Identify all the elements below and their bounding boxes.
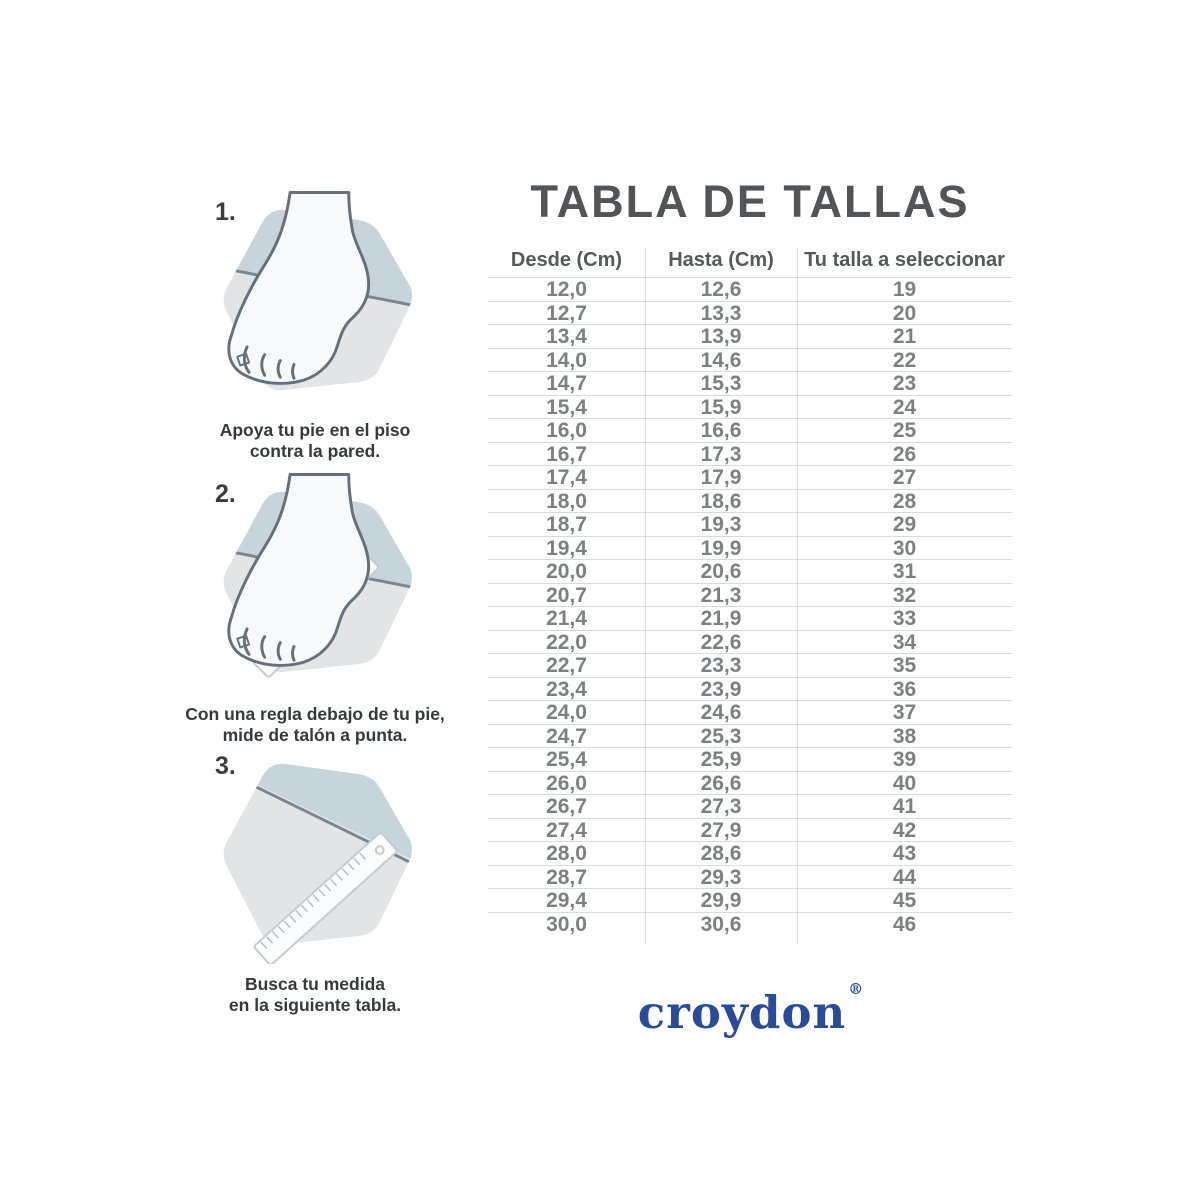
cell-desde: 14,7 [546,372,587,395]
cell-desde: 20,0 [546,560,587,583]
table-row [488,700,1012,724]
table-row [488,442,1012,466]
step3-illustration [208,744,423,964]
table-row [488,277,1012,301]
cell-talla: 46 [892,912,917,936]
cell-desde: 27,4 [546,818,587,842]
cell-talla: 28 [892,489,917,513]
step-3-caption [165,974,465,1015]
cell-hasta: 29,9 [700,889,742,912]
cell-hasta: 13,9 [700,325,742,348]
cell-talla: 32 [892,583,917,607]
table-row [488,418,1012,442]
header-hasta-cm: Hasta (Cm) [668,248,774,271]
step-2-caption [165,704,465,745]
step-3-caption-line2: en la siguiente tabla. [228,994,402,1015]
cell-hasta: 25,9 [700,748,742,771]
cell-desde: 22,7 [546,654,587,677]
size-table-body [488,277,1012,935]
cell-desde: 17,4 [546,466,587,489]
cell-hasta: 24,6 [700,701,742,724]
step-1-caption-line2: contra la pared. [249,440,381,461]
step-3-number: 3. [215,752,236,780]
table-row [488,677,1012,701]
cell-desde: 29,4 [546,889,587,912]
table-row [488,630,1012,654]
table-row [488,606,1012,630]
step-2 [165,472,465,745]
cell-talla: 34 [892,630,917,654]
step-1 [165,190,465,461]
cell-talla: 37 [892,701,917,724]
cell-desde: 14,0 [546,348,587,372]
cell-desde: 13,4 [546,325,587,348]
table-row [488,818,1012,842]
cell-talla: 41 [892,795,917,818]
table-row [488,888,1012,912]
cell-hasta: 27,3 [700,795,742,818]
cell-talla: 20 [892,301,917,325]
cell-desde: 18,0 [546,489,587,513]
cell-desde: 18,7 [546,513,587,536]
registered-trademark-icon: ® [848,980,865,998]
cell-desde: 12,7 [546,301,587,325]
table-row [488,865,1012,889]
cell-talla: 24 [892,395,917,419]
table-row [488,465,1012,489]
cell-desde: 30,0 [546,912,587,936]
cell-talla: 22 [892,348,917,372]
cell-desde: 16,7 [546,442,587,466]
cell-desde: 19,4 [546,536,587,560]
cell-talla: 33 [892,607,917,630]
table-row [488,583,1012,607]
cell-hasta: 15,3 [700,372,742,395]
cell-hasta: 13,3 [700,301,742,325]
croydon-logo-text: croydon [637,986,847,1039]
cell-hasta: 17,9 [700,466,742,489]
cell-desde: 23,4 [546,677,587,701]
table-row [488,841,1012,865]
step-2-caption-line2: mide de talón a punta. [222,724,408,745]
cell-hasta: 23,9 [700,677,742,701]
cell-desde: 22,0 [546,630,587,654]
cell-hasta: 23,3 [700,654,742,677]
cell-hasta: 29,3 [700,865,742,889]
table-row [488,371,1012,395]
cell-talla: 39 [892,748,917,771]
cell-talla: 40 [892,771,917,795]
cell-hasta: 17,3 [700,442,742,466]
cell-talla: 27 [892,466,917,489]
cell-talla: 21 [892,325,917,348]
cell-desde: 21,4 [546,607,587,630]
table-row [488,771,1012,795]
croydon-logo [488,980,1012,1039]
cell-desde: 28,7 [546,865,587,889]
step2-illustration [208,472,423,692]
cell-hasta: 30,6 [700,912,742,936]
cell-hasta: 12,6 [700,278,742,301]
step-1-number: 1. [215,198,236,226]
cell-hasta: 14,6 [700,348,742,372]
cell-desde: 24,7 [546,724,587,748]
cell-hasta: 16,6 [700,419,742,442]
cell-desde: 24,0 [546,701,587,724]
cell-desde: 28,0 [546,842,587,865]
cell-talla: 31 [892,560,917,583]
table-row [488,724,1012,748]
cell-desde: 26,0 [546,771,587,795]
cell-hasta: 19,9 [700,536,742,560]
table-row [488,536,1012,560]
cell-talla: 35 [892,654,917,677]
cell-talla: 42 [892,818,917,842]
table-row [488,559,1012,583]
table-row [488,395,1012,419]
step-3 [165,744,465,1015]
cell-talla: 23 [892,372,917,395]
cell-hasta: 19,3 [700,513,742,536]
cell-hasta: 21,3 [700,583,742,607]
cell-desde: 25,4 [546,748,587,771]
step1-illustration [208,190,423,410]
cell-hasta: 20,6 [700,560,742,583]
table-row [488,348,1012,372]
cell-desde: 12,0 [546,278,587,301]
cell-talla: 19 [892,278,917,301]
cell-talla: 38 [892,724,917,748]
header-talla-seleccionar: Tu talla a seleccionar [804,248,1005,271]
table-row [488,747,1012,771]
step-1-caption [165,420,465,461]
cell-hasta: 25,3 [700,724,742,748]
cell-hasta: 22,6 [700,630,742,654]
table-row [488,912,1012,936]
step-2-caption-line1: Con una regla debajo de tu pie, [185,704,445,724]
table-row [488,301,1012,325]
header-desde-cm: Desde (Cm) [510,248,623,271]
cell-hasta: 21,9 [700,607,742,630]
cell-talla: 36 [892,677,917,701]
cell-talla: 26 [892,442,917,466]
table-row [488,324,1012,348]
table-row [488,489,1012,513]
table-row [488,653,1012,677]
cell-hasta: 18,6 [700,489,742,513]
cell-desde: 16,0 [546,419,587,442]
cell-talla: 29 [892,513,917,536]
cell-talla: 30 [892,536,917,560]
cell-talla: 45 [892,889,917,912]
size-table-header [488,244,1012,276]
table-row [488,794,1012,818]
cell-desde: 15,4 [546,395,587,419]
cell-hasta: 15,9 [700,395,742,419]
cell-talla: 25 [892,419,917,442]
table-row [488,512,1012,536]
cell-hasta: 26,6 [700,771,742,795]
step-1-caption-line1: Apoya tu pie en el piso [219,420,411,440]
step-3-caption-line1: Busca tu medida [244,974,386,994]
page-title: TABLA DE TALLAS [530,176,970,227]
cell-desde: 26,7 [546,795,587,818]
step-2-number: 2. [215,480,236,508]
cell-hasta: 28,6 [700,842,742,865]
cell-hasta: 27,9 [700,818,742,842]
cell-desde: 20,7 [546,583,587,607]
cell-talla: 43 [892,842,917,865]
cell-talla: 44 [892,865,917,889]
